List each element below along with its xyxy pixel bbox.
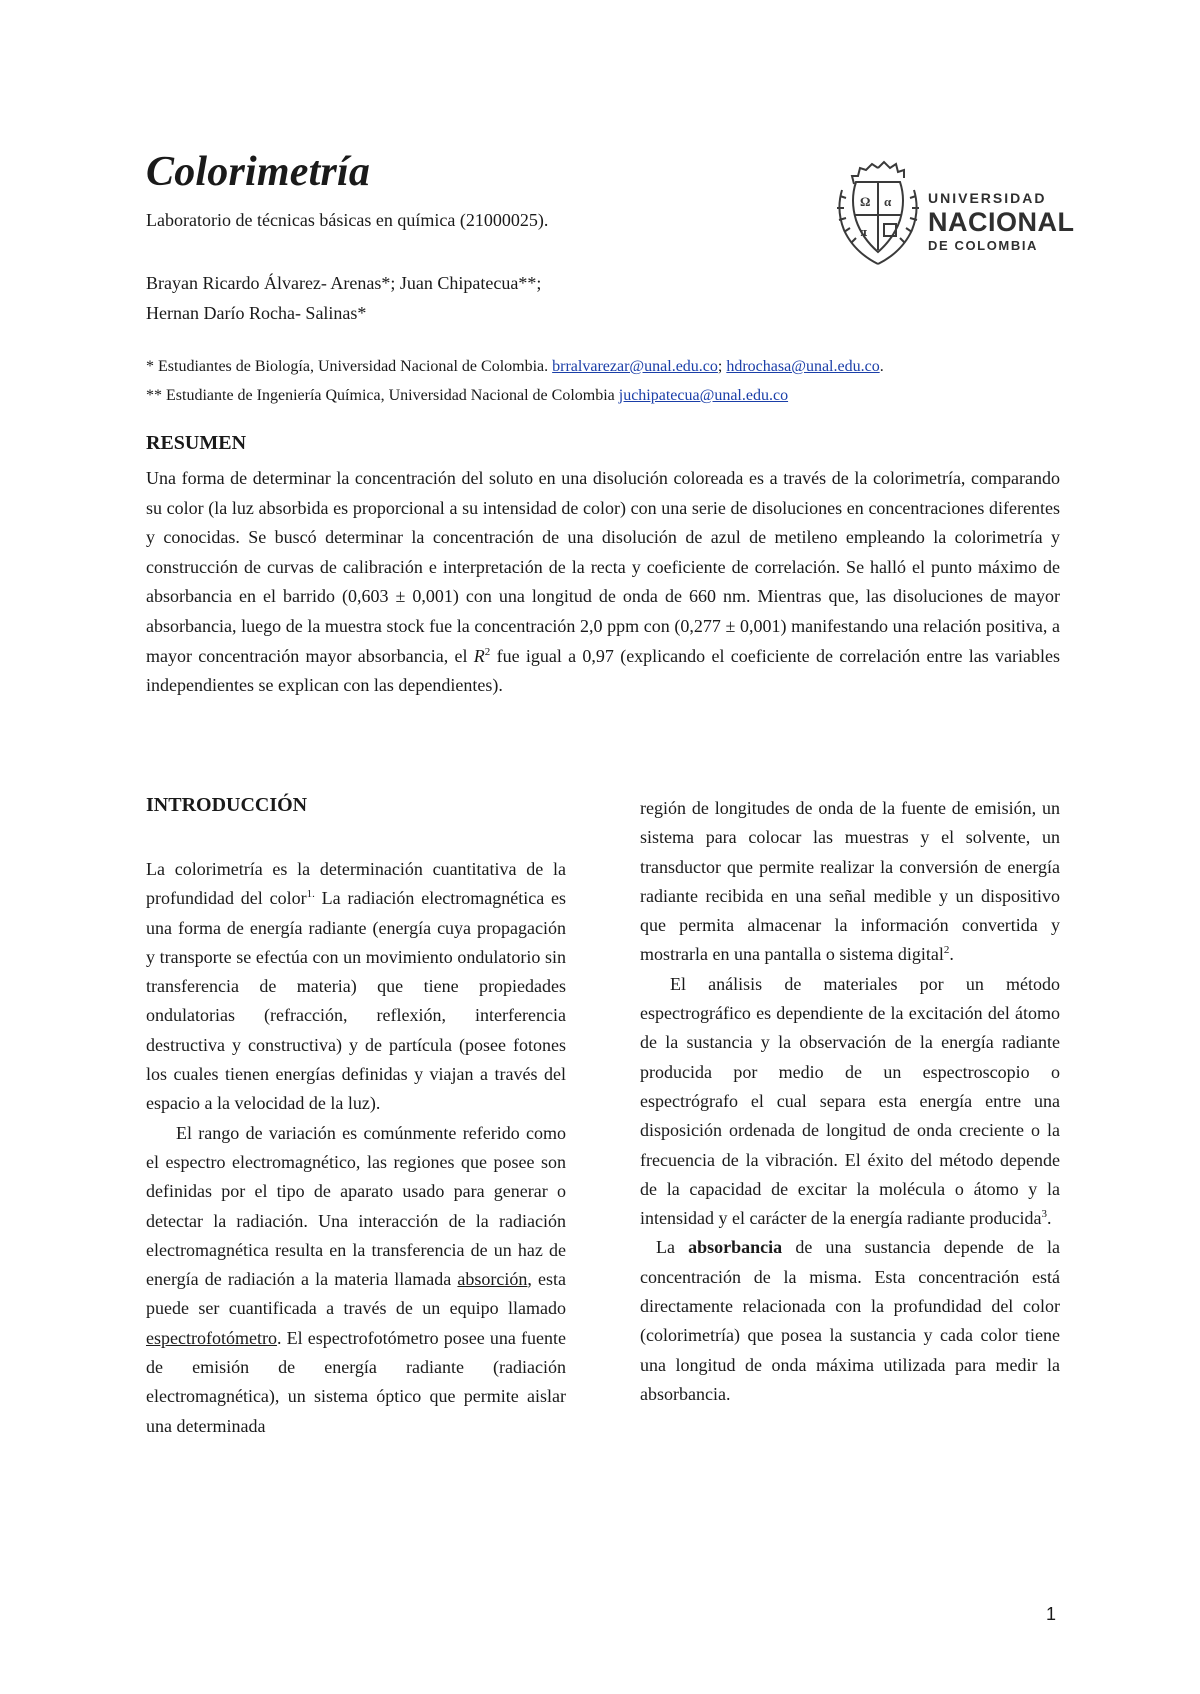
affiliation-chemistry [146, 381, 884, 410]
paragraph [146, 1119, 566, 1441]
svg-text:Ω: Ω [860, 194, 871, 209]
affiliations [146, 352, 884, 410]
paragraph [640, 970, 1060, 1234]
abstract-heading: RESUMEN [146, 432, 247, 454]
authors-line: Brayan Ricardo Álvarez- Arenas*; Juan Chipatecua**; [146, 273, 542, 293]
abstract-body: Una forma de determinar la concentración del soluto en una disolución coloreada es a través de la colorimetría, comparando su color (la luz absorbida es proporcional a su intensidad de color) con una serie de disoluciones en concentraciones diferentes y conocidas. Se buscó determinar la concentración de una disolución de azul de metileno empleando la colorimetría y construcción de curvas de calibración e interpretación de la recta y coeficiente de correlación. Se halló el punto máximo de absorbancia en el barrido (0,603 ± 0,001) con una longitud de onda de 660 nm. Mientras que, las disoluciones de mayor absorbancia, luego de la muestra stock fue la concentración 2,0 ppm con (0,277 ± 0,001) manifestando una relación positiva, a mayor concentración mayor absorbancia, el [146, 468, 1060, 666]
period: . [879, 358, 884, 375]
left-column [146, 855, 566, 1441]
university-name [928, 190, 1075, 253]
paragraph-text: de una sustancia depende de la concentración de la misma. Esta concentración está directamente relacionada con la profundidad del color (colorimetría) que posea la sustancia y cada color tiene una longitud de onda máxima utilizada para medir la absorbancia. [640, 1237, 1061, 1404]
paragraph-text: . [1046, 1208, 1052, 1229]
affiliation-text: * Estudiantes de Biología, Universidad Nacional de Colombia. [146, 358, 553, 375]
citation: 1. [306, 888, 315, 901]
logo-line: DE COLOMBIA [928, 238, 1039, 253]
page-number: 1 [1046, 1604, 1057, 1624]
paragraph-text: . [949, 944, 954, 965]
affiliation-biology [146, 352, 884, 381]
citation: 2 [943, 944, 950, 957]
abstract-body-end: fue igual a 0,97 (explicando el coeficiente de correlación entre las variables independientes se explican con las dependientes). [146, 645, 1060, 696]
affiliation-text: ** Estudiante de Ingeniería Química, Universidad Nacional de Colombia [146, 387, 619, 404]
paragraph-text: . El espectrofotómetro posee una fuente de emisión de energía radiante (radiación electromagnética), un sistema óptico que permite aislar una determinada [146, 1327, 566, 1436]
email-link[interactable]: hdrochasa@unal.edu.co [726, 358, 880, 375]
logo-line: UNIVERSIDAD [928, 190, 1047, 206]
email-link[interactable]: juchipatecua@unal.edu.co [618, 387, 789, 404]
superscript: 2 [484, 645, 491, 658]
logo-line: NACIONAL [928, 207, 1075, 237]
paragraph [146, 855, 566, 1119]
svg-text:π: π [860, 224, 868, 239]
separator: ; [717, 358, 727, 375]
paper-title: Colorimetría [146, 149, 371, 195]
r-squared-symbol: R [473, 645, 485, 666]
authors-line: Hernan Darío Rocha- Salinas* [146, 303, 367, 323]
right-column [640, 794, 1060, 1409]
citation: 3 [1041, 1208, 1047, 1221]
abstract-text [146, 464, 1060, 701]
paragraph-text: región de longitudes de onda de la fuente de emisión, un sistema para colocar las muestras y el solvente, un transductor que permite realizar la conversión de energía radiante recibida en una señal medible y un dispositivo que permita almacenar la información convertida y mostrarla en una pantalla o sistema digital [640, 798, 1060, 965]
paragraph-text: La radiación electromagnética es una forma de energía radiante (energía cuya propagación y transporte se efectúa con un movimiento ondulatorio sin transferencia de materia) que tiene propiedades ondulatorias (refracción, reflexión, interferencia destructiva y constructiva) y de partícula (posee fotones los cuales tienen energías definidas y viajan a través del espacio a la velocidad de la luz). [146, 888, 566, 1114]
paragraph-text: El análisis de materiales por un método espectrográfico es dependiente de la excitación del átomo de la sustancia y la observación de la energía radiante producida por medio de un espectroscopio o espectrógrafo el cual separa esta energía entre una disposición ordenada de longitud de onda creciente o la frecuencia de la vibración. El éxito del método depende de la capacidad de excitar la molécula o átomo y la intensidad y el carácter de la energía radiante producida [640, 973, 1060, 1229]
introduction-heading: INTRODUCCIÓN [146, 794, 308, 816]
underlined-term: absorción [457, 1269, 528, 1290]
paragraph [640, 794, 1060, 970]
paragraph-text: La [656, 1237, 689, 1258]
author-list [146, 268, 541, 328]
email-link[interactable]: brralvarezar@unal.edu.co [552, 358, 718, 375]
paragraph-text: , esta puede ser cuantificada a través de un equipo llamado [146, 1269, 567, 1319]
underlined-term: espectrofotómetro [146, 1327, 277, 1348]
svg-text:α: α [884, 194, 892, 209]
paragraph [640, 1233, 1060, 1409]
paragraph-text: La colorimetría es la determinación cuantitativa de la profundidad del color [146, 859, 566, 909]
paragraph-text: El rango de variación es comúnmente referido como el espectro electromagnético, las regiones que posee son definidas por el tipo de aparato usado para generar o detectar la radiación. Una interacción de la radiación electromagnética resulta en la transferencia de un haz de energía de radiación a la materia llamada [146, 1122, 566, 1290]
course-subtitle: Laboratorio de técnicas básicas en química (21000025). [146, 210, 549, 230]
bold-term: absorbancia [688, 1237, 783, 1258]
